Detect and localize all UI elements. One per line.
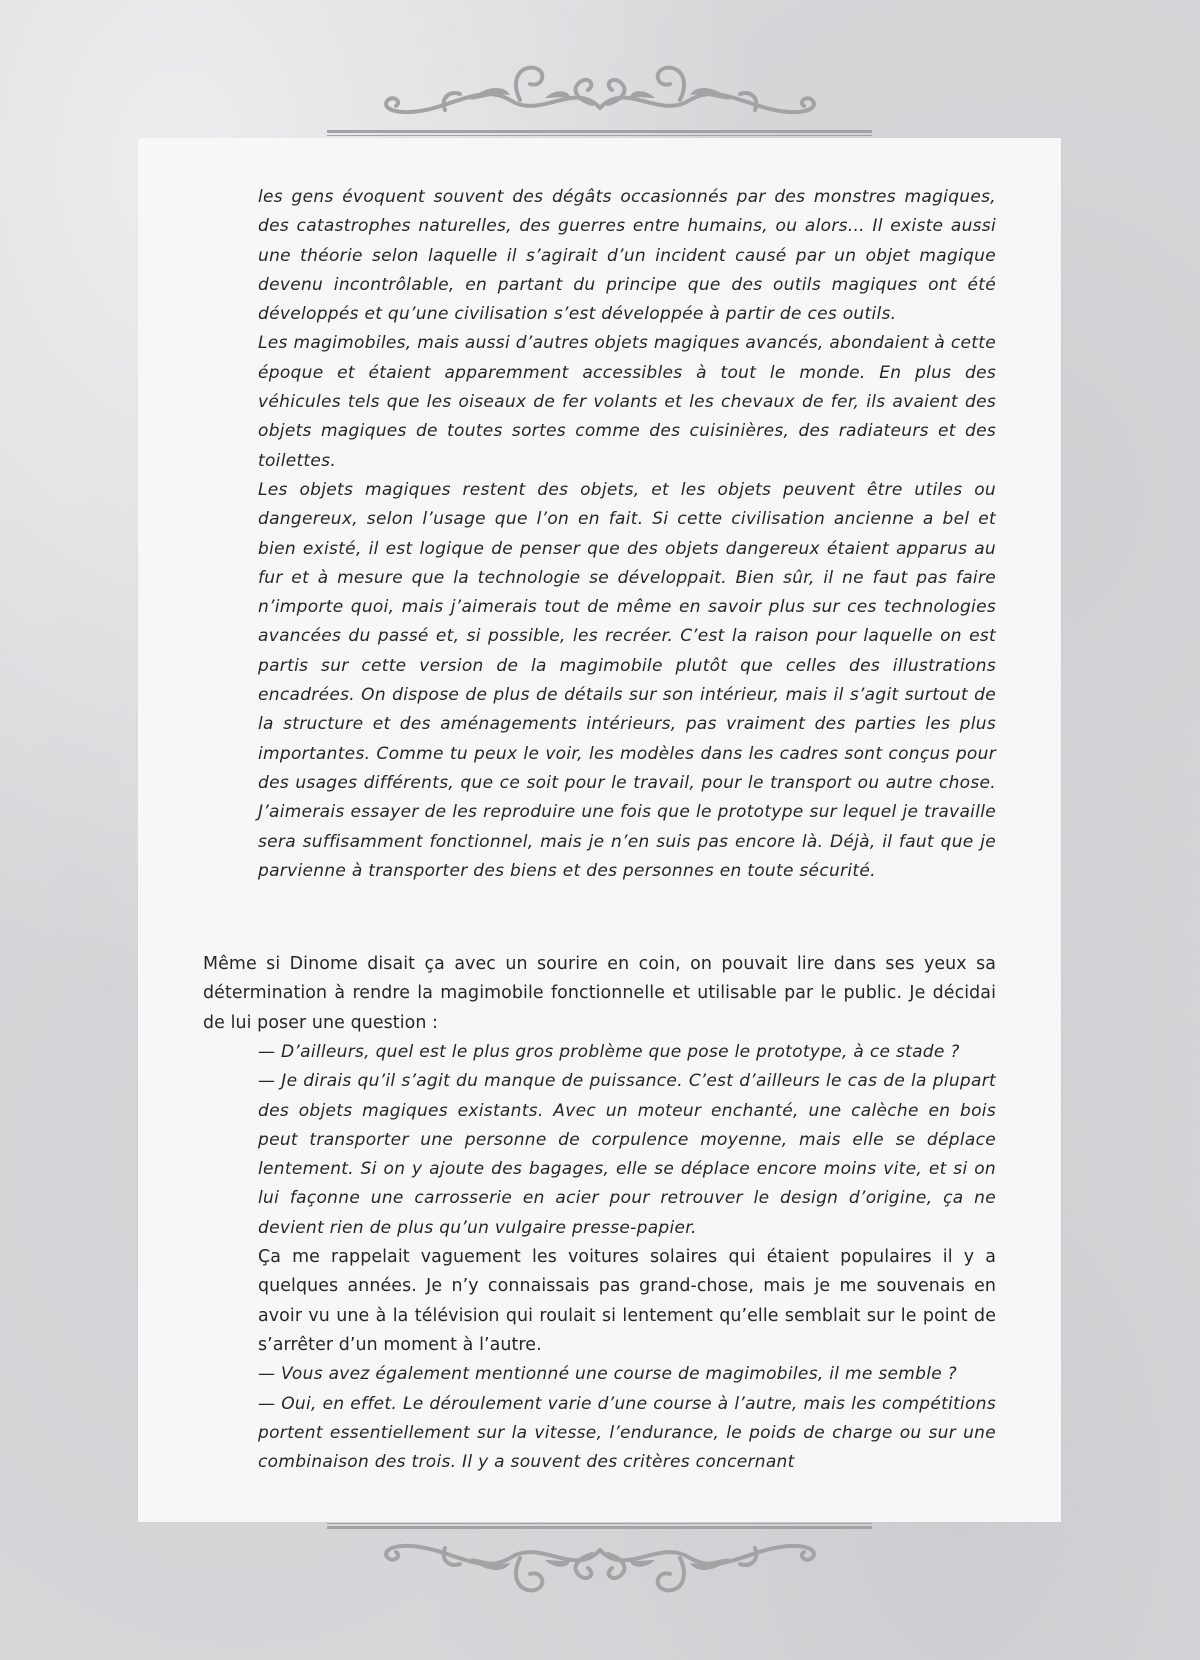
dialogue-line: — Je dirais qu’il s’agit du manque de puissance. C’est d’ailleurs le cas de la plupart des objets magiques existants. Avec un moteur enchanté, une calèche en bois peut transporter une personne de corpulence moyenne, mais elle se déplace lentement. Si on y ajoute des bagages, elle se déplace encore moins vite, et si on lui façonne une carrosserie en acier pour retrouver le design d’origine, ça ne devient rien de plus qu’un vulgaire presse-papier. bbox=[258, 1071, 996, 1238]
narration-line: Ça me rappelait vaguement les voitures solaires qui étaient populaires il y a quelques années. Je n’y connaissais pas grand-chose, mais je me souvenais en avoir vu une à la télévision qui roulait si lentement qu’elle semblait sur le point de s’arrêter d’un moment à l’autre. bbox=[258, 1247, 996, 1355]
quoted-speech-block bbox=[258, 183, 996, 886]
narration-paragraph: Même si Dinome disait ça avec un sourire en coin, on pouvait lire dans ses yeux sa détermination à rendre la magimobile fonctionnelle et utilisable par le public. Je décidai de lui poser une question : bbox=[203, 954, 996, 1033]
dialogue-line: — D’ailleurs, quel est le plus gros problème que pose le prototype, à ce stade ? bbox=[258, 1042, 960, 1062]
quote-paragraph: Les objets magiques restent des objets, et les objets peuvent être utiles ou dangereux, selon l’usage que l’on en fait. Si cette civilisation ancienne a bel et bien existé, il est logique de penser que des objets dangereux étaient apparus au fur et à mesure que la technologie se développait. Bien sûr, il ne faut pas faire n’importe quoi, mais j’aimerais tout de même en savoir plus sur ces technologies avancées du passé et, si possible, les recréer. C’est la raison pour laquelle on est partis sur cette version de la magimobile plutôt que celles des illustrations encadrées. On dispose de plus de détails sur son intérieur, mais il s’agit surtout de la structure et des aménagements intérieurs, pas vraiment des parties les plus importantes. Comme tu peux le voir, les modèles dans les cadres sont conçus pour des usages différents, que ce soit pour le travail, pour le transport ou autre chose. J’aimerais essayer de les reproduire une fois que le prototype sur lequel je travaille sera suffisamment fonctionnel, mais je n’en suis pas encore là. Déjà, il faut que je parvienne à transporter des biens et des personnes en toute sécurité. bbox=[258, 479, 996, 881]
dialogue-block bbox=[258, 1038, 996, 1477]
narration-block bbox=[203, 950, 996, 1038]
dialogue-line: — Oui, en effet. Le déroulement varie d’une course à l’autre, mais les compétitions portent essentiellement sur la vitesse, l’endurance, le poids de charge ou sur une combinaison des trois. Il y a souvent des critères concernant bbox=[258, 1393, 996, 1473]
top-flourish-ornament bbox=[370, 60, 830, 130]
quote-paragraph: les gens évoquent souvent des dégâts occasionnés par des monstres magiques, des catastrophes naturelles, des guerres entre humains, ou alors... Il existe aussi une théorie selon laquelle il s’agirait d’un incident causé par un objet magique devenu incontrôlable, en partant du principe que des outils magiques ont été développés et qu’une civilisation s’est développée à partir de ces outils. bbox=[258, 187, 996, 325]
dialogue-line: — Vous avez également mentionné une course de magimobiles, il me semble ? bbox=[258, 1364, 958, 1385]
bottom-flourish-ornament bbox=[370, 1528, 830, 1598]
quote-paragraph: Les magimobiles, mais aussi d’autres objets magiques avancés, abondaient à cette époque et étaient apparemment accessibles à tout le monde. En plus des véhicules tels que les oiseaux de fer volants et les chevaux de fer, ils avaient des objets magiques de toutes sortes comme des cuisinières, des radiateurs et des toilettes. bbox=[258, 333, 996, 471]
top-divider-rule bbox=[327, 130, 872, 137]
